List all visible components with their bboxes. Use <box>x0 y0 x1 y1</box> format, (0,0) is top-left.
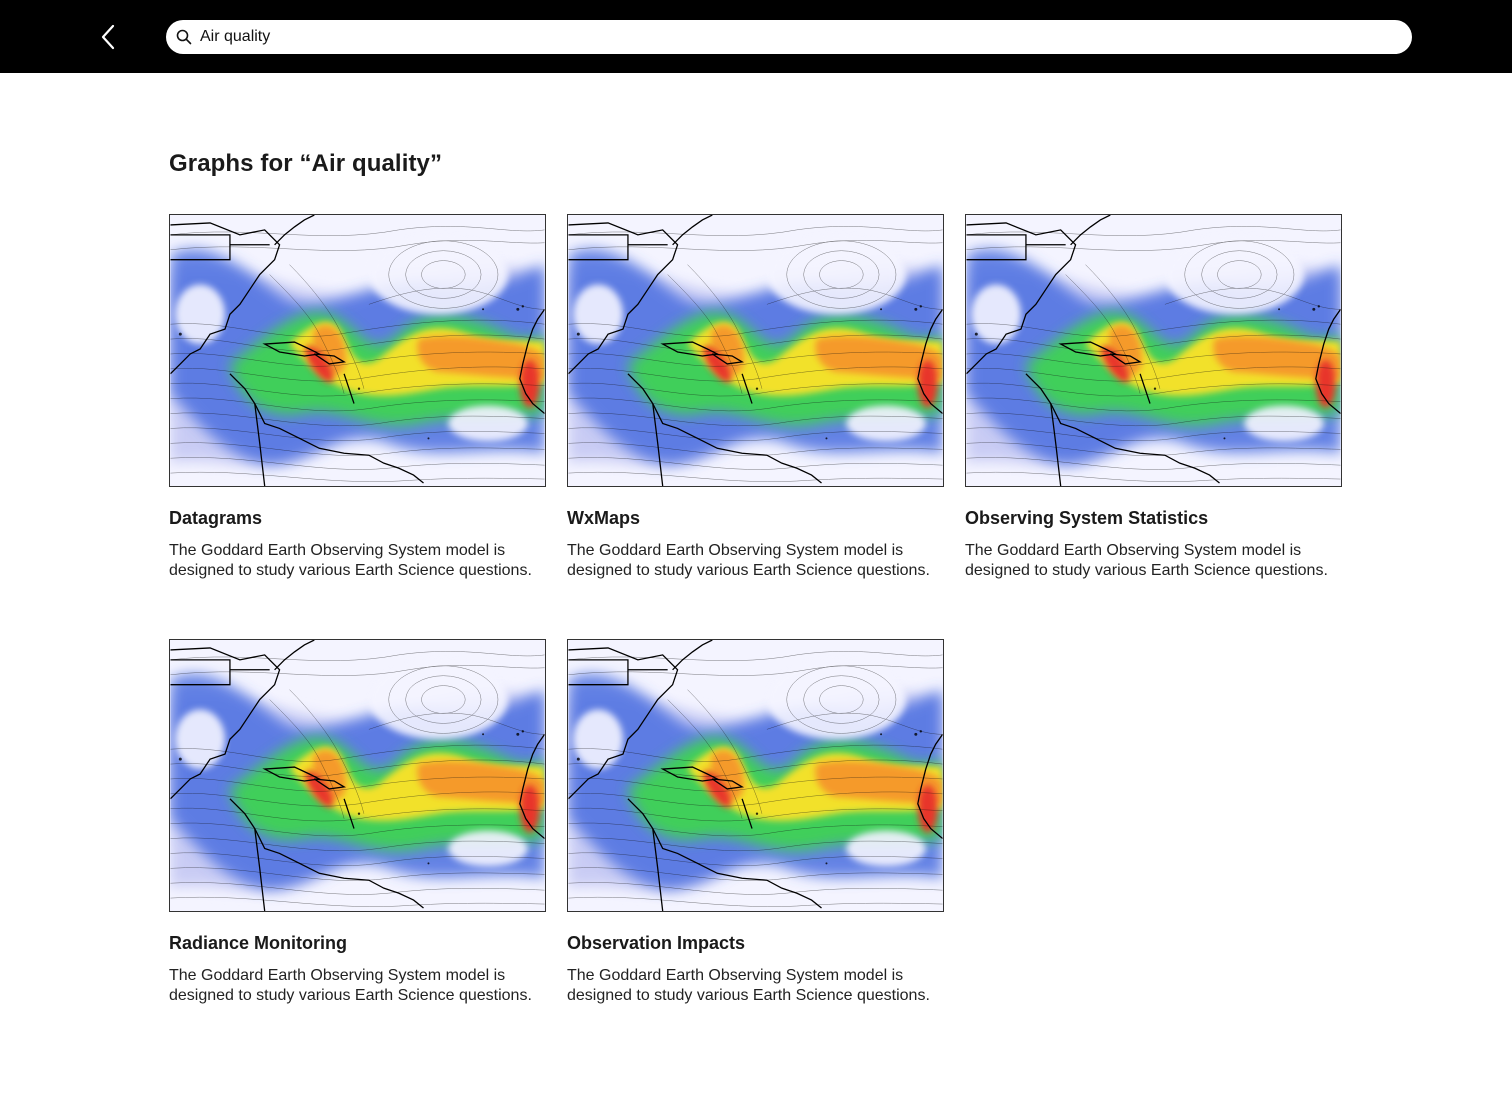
chevron-left-icon <box>100 24 116 50</box>
card-title[interactable]: Radiance Monitoring <box>169 933 348 953</box>
card-description: The Goddard Earth Observing System model is designed to study various Earth Science questions. <box>169 967 532 1004</box>
weather-map-image <box>170 640 545 911</box>
weather-map-image <box>170 215 545 486</box>
graph-card[interactable] <box>567 639 944 1006</box>
card-description: The Goddard Earth Observing System model is designed to study various Earth Science questions. <box>567 542 930 579</box>
card-description: The Goddard Earth Observing System model is designed to study various Earth Science questions. <box>169 542 532 579</box>
back-button[interactable] <box>94 22 122 52</box>
graph-thumbnail[interactable] <box>567 639 944 912</box>
card-description: The Goddard Earth Observing System model is designed to study various Earth Science questions. <box>965 542 1328 579</box>
graph-card[interactable] <box>567 214 944 581</box>
search-input[interactable] <box>200 22 1380 52</box>
graph-thumbnail[interactable] <box>567 214 944 487</box>
weather-map-image <box>568 215 943 486</box>
search-icon <box>176 29 192 45</box>
graph-thumbnail[interactable] <box>169 639 546 912</box>
card-title[interactable]: Datagrams <box>169 508 263 528</box>
top-bar <box>0 0 1512 73</box>
graph-card[interactable] <box>169 214 546 581</box>
card-description: The Goddard Earth Observing System model is designed to study various Earth Science questions. <box>567 967 930 1004</box>
graph-thumbnail[interactable] <box>169 214 546 487</box>
card-title[interactable]: Observing System Statistics <box>965 508 1209 528</box>
page-title: Graphs for “Air quality” <box>169 150 443 177</box>
card-title[interactable]: WxMaps <box>567 508 641 528</box>
graph-card[interactable] <box>965 214 1342 581</box>
search-bar[interactable] <box>166 20 1412 54</box>
weather-map-image <box>568 640 943 911</box>
card-title[interactable]: Observation Impacts <box>567 933 746 953</box>
weather-map-image <box>966 215 1341 486</box>
graph-card[interactable] <box>169 639 546 1006</box>
graph-thumbnail[interactable] <box>965 214 1342 487</box>
